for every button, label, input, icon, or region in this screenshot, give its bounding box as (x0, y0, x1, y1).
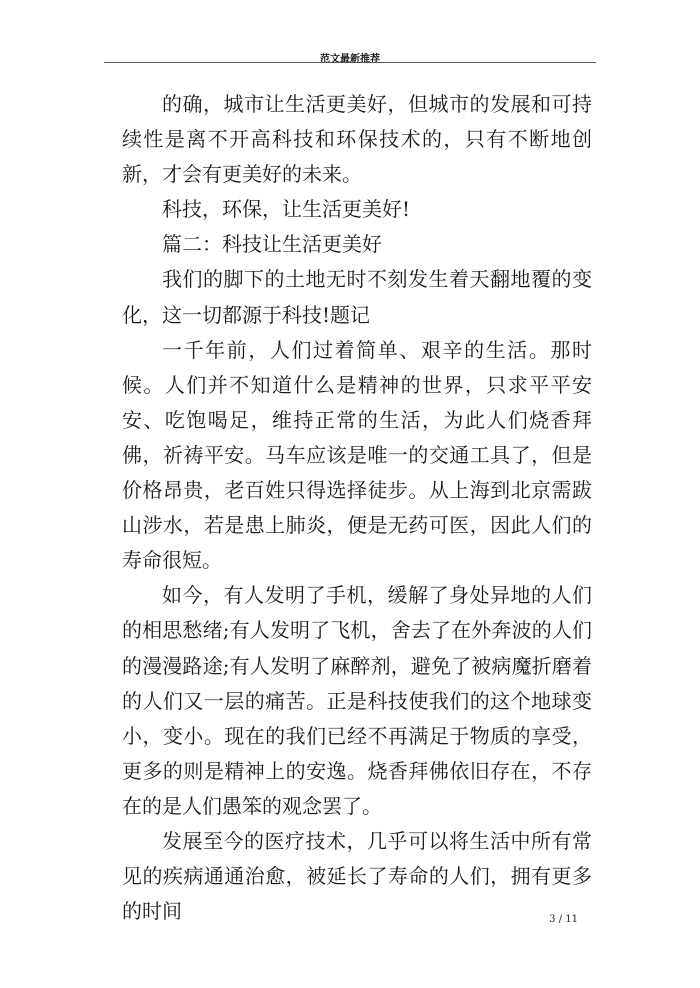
paragraph: 如今，有人发明了手机，缓解了身处异地的人们的相思愁绪;有人发明了飞机，舍去了在外奔波的人们的漫漫路途;有人发明了麻醉剂，避免了被病魔折磨着的人们又一层的痛苦。正是科技使我们的这个地球变小，变小。现在的我们已经不再满足于物质的享受，更多的则是精神上的安逸。烧香拜佛依旧存在，不存在的是人们愚笨的观念罢了。 (122, 583, 592, 818)
page-header-title: 范文最新推荐 (320, 54, 380, 65)
paragraph: 发展至今的医疗技术，几乎可以将生活中所有常见的疾病通通治愈，被延长了寿命的人们，拥有更多的时间 (122, 828, 592, 924)
paragraph: 我们的脚下的土地无时不刻发生着天翻地覆的变化，这一切都源于科技!题记 (122, 267, 592, 327)
page-number: 3 / 11 (549, 914, 578, 925)
header-divider (104, 62, 596, 63)
paragraph: 科技，环保，让生活更美好! (162, 197, 411, 222)
paragraph: 的确，城市让生活更美好，但城市的发展和可持续性是离不开高科技和环保技术的，只有不断地创新，才会有更美好的未来。 (122, 92, 592, 187)
document-body (122, 87, 592, 929)
paragraph: 一千年前，人们过着简单、艰辛的生活。那时候。人们并不知道什么是精神的世界，只求平平安安、吃饱喝足，维持正常的生活，为此人们烧香拜佛，祈祷平安。马车应该是唯一的交通工具了，但是价格昂贵，老百姓只得选择徒步。从上海到北京需跋山涉水，若是患上肺炎，便是无药可医，因此人们的寿命很短。 (122, 337, 592, 573)
section-heading: 篇二：科技让生活更美好 (162, 232, 382, 257)
